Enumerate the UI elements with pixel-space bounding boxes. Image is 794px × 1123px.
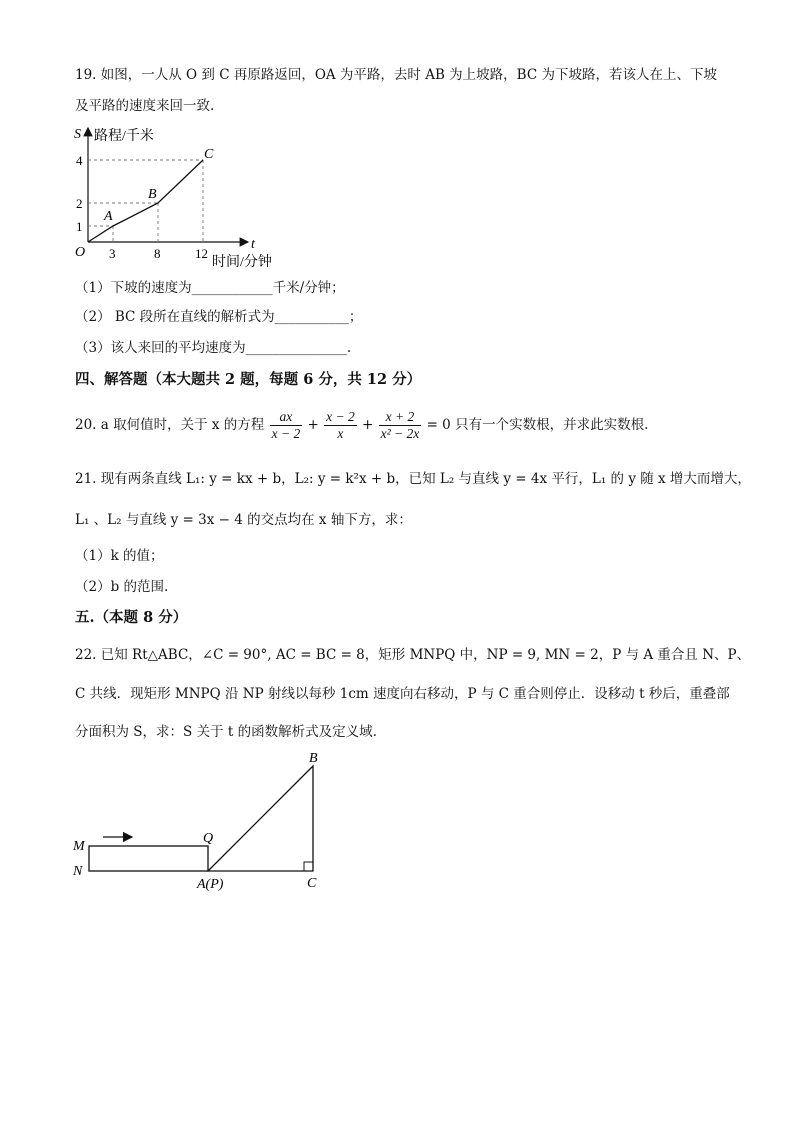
- x-tick-3: 3: [109, 246, 116, 261]
- q20-equation-line: 20. a 取何值时，关于 x 的方程 $\frac{ax}{x - 2}$ + $\frac{x - 2}{x}$ + $\frac{x + 2}{\text{x² − 2x}}$ = 0 只有一个实数根，并求此实数根.: [75, 409, 649, 441]
- triangle-abc: [208, 766, 313, 871]
- q20-suffix: 只有一个实数根，并求此实数根.: [455, 417, 649, 433]
- label-q: Q: [203, 831, 214, 846]
- point-b-label: B: [148, 187, 157, 202]
- q22-figure: [70, 748, 340, 893]
- x-tick-12: 12: [195, 246, 208, 261]
- q20-fraction-1: $\frac{ax}{x - 2}$: [271, 409, 301, 441]
- point-c-label: C: [204, 147, 214, 162]
- q22-line3: 分面积为 S，求：S 关于 t 的函数解析式及定义域.: [75, 724, 377, 740]
- q21-sub1: （1）k 的值；: [75, 548, 164, 564]
- q19-sub1: （1）下坡的速度为____________千米/分钟；: [75, 280, 345, 296]
- q19-line2: 及平路的速度来回一致.: [75, 98, 215, 114]
- right-angle-mark: [304, 862, 313, 871]
- q22-line2: C 共线．现矩形 MNPQ 沿 NP 射线以每秒 1cm 速度向右移动，P 与 C 重合则停止．设移动 t 秒后，重叠部: [75, 686, 730, 702]
- q21-line1: 21. 现有两条直线 L₁: y = kx + b，L₂: y = k²x + b，已知 L₂ 与直线 y = 4x 平行，L₁ 的 y 随 x 增大而增大，: [75, 471, 751, 487]
- q19-sub3: （3）该人来回的平均速度为_______________.: [75, 340, 352, 356]
- q20-fraction-2: $\frac{x - 2}{x}$: [326, 409, 355, 441]
- y-tick-2: 2: [76, 196, 83, 211]
- x-tick-8: 8: [154, 246, 161, 261]
- point-a-label: A: [104, 209, 113, 224]
- label-ap: A(P): [197, 877, 224, 892]
- y-axis-label: S: [74, 127, 81, 142]
- q19-sub2: （2） BC 段所在直线的解析式为___________；: [75, 309, 363, 325]
- q21-line2: L₁ 、L₂ 与直线 y = 3x − 4 的交点均在 x 轴下方，求：: [75, 512, 412, 528]
- q21-sub2: （2）b 的范围.: [75, 579, 169, 595]
- y-tick-1: 1: [76, 219, 83, 234]
- y-axis-title: 路程/千米: [94, 129, 154, 144]
- q19-graph: [70, 120, 310, 270]
- label-c: C: [307, 876, 317, 891]
- section4-heading: 四、解答题（本大题共 2 题，每题 6 分，共 12 分）: [75, 371, 422, 388]
- q20-prefix: 20. a 取何值时，关于 x 的方程: [75, 417, 265, 433]
- x-axis-title: 时间/分钟: [212, 255, 272, 270]
- origin-label: O: [75, 245, 86, 260]
- label-n: N: [73, 864, 83, 879]
- label-m: M: [73, 839, 85, 854]
- guide-lines: [88, 160, 203, 242]
- x-axis-label: t: [251, 237, 255, 252]
- q20-fraction-3: $\frac{x + 2}{\text{x² − 2x}}$: [380, 409, 420, 441]
- q19-line1: 19. 如图，一人从 O 到 C 再原路返回，OA 为平路，去时 AB 为上坡路，BC 为下坡路，若该人在上、下坡: [75, 67, 717, 83]
- section5-heading: 五.（本题 8 分）: [75, 609, 188, 626]
- rectangle-mnpq: [89, 846, 208, 871]
- distance-line: [88, 160, 203, 242]
- label-b: B: [309, 751, 318, 766]
- q22-line1: 22. 已知 Rt△ABC，∠C = 90°, AC = BC = 8，矩形 MNPQ 中，NP = 9, MN = 2，P 与 A 重合且 N、P、: [75, 647, 751, 663]
- y-tick-4: 4: [76, 153, 83, 168]
